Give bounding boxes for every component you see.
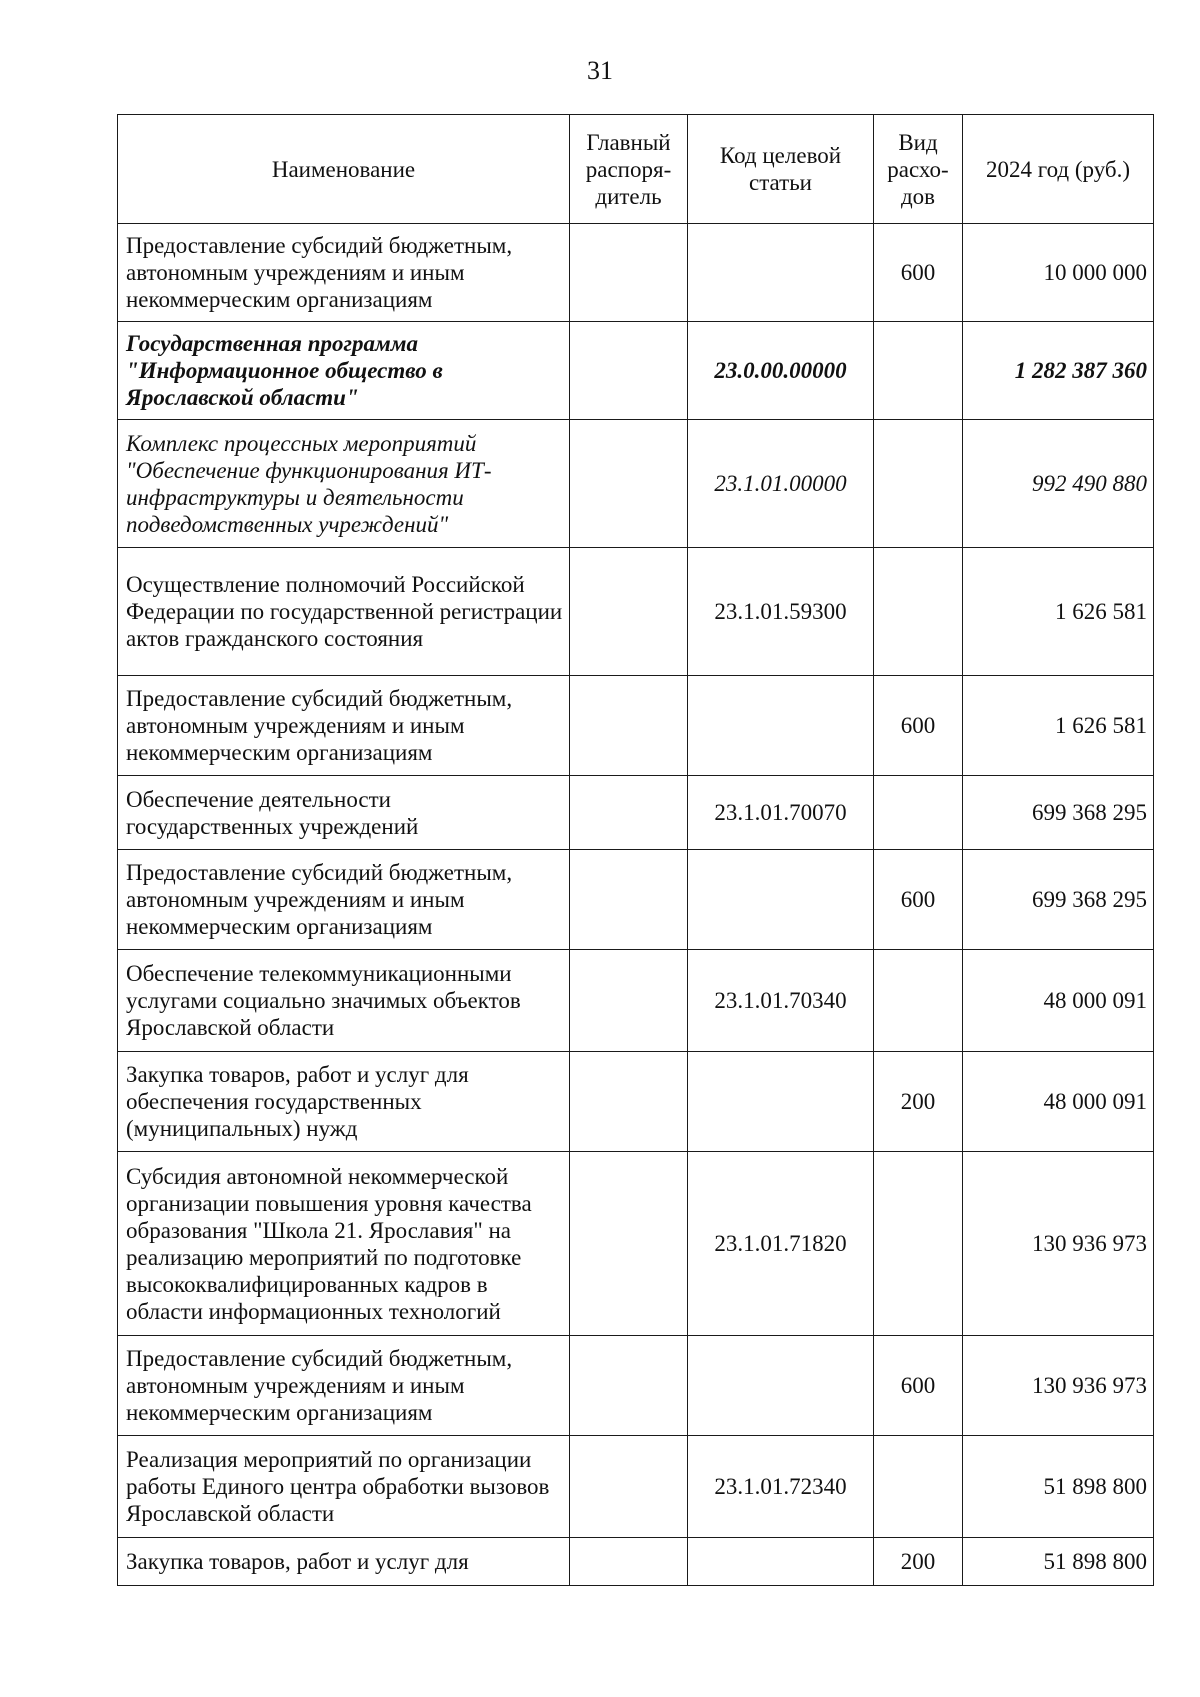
cell-expense-type (874, 950, 963, 1052)
cell-target-code: 23.1.01.70340 (688, 950, 874, 1052)
header-expense-type: Вид расхо-дов (874, 115, 963, 224)
table-row (118, 950, 1154, 1052)
cell-amount: 130 936 973 (963, 1336, 1154, 1436)
cell-amount: 48 000 091 (963, 1052, 1154, 1152)
cell-main-manager (570, 224, 688, 322)
table-row (118, 548, 1154, 676)
header-target-code: Код целевой статьи (688, 115, 874, 224)
table-row (118, 776, 1154, 850)
cell-name: Осуществление полномочий Российской Федерации по государственной регистрации актов гражданского состояния (118, 548, 570, 676)
table-row (118, 1436, 1154, 1538)
cell-expense-type (874, 1436, 963, 1538)
cell-main-manager (570, 1436, 688, 1538)
cell-amount: 51 898 800 (963, 1538, 1154, 1586)
cell-amount: 699 368 295 (963, 776, 1154, 850)
header-name: Наименование (118, 115, 570, 224)
cell-name: Предоставление субсидий бюджетным, автономным учреждениям и иным некоммерческим организациям (118, 676, 570, 776)
cell-amount: 48 000 091 (963, 950, 1154, 1052)
cell-expense-type: 600 (874, 224, 963, 322)
table-row (118, 676, 1154, 776)
cell-expense-type (874, 548, 963, 676)
cell-expense-type (874, 322, 963, 420)
cell-target-code (688, 850, 874, 950)
cell-target-code: 23.1.01.71820 (688, 1152, 874, 1336)
table-body (118, 224, 1154, 1586)
cell-target-code: 23.1.01.70070 (688, 776, 874, 850)
cell-expense-type: 600 (874, 850, 963, 950)
cell-amount: 10 000 000 (963, 224, 1154, 322)
header-main-manager: Главный распоря-дитель (570, 115, 688, 224)
cell-name: Комплекс процессных мероприятий "Обеспечение функционирования ИТ-инфраструктуры и деятельности подведомственных учреждений" (118, 420, 570, 548)
cell-target-code (688, 676, 874, 776)
table-header-row (118, 115, 1154, 224)
cell-expense-type: 200 (874, 1538, 963, 1586)
cell-name: Закупка товаров, работ и услуг для (118, 1538, 570, 1586)
cell-main-manager (570, 776, 688, 850)
budget-table (117, 114, 1154, 1586)
cell-main-manager (570, 420, 688, 548)
cell-name: Предоставление субсидий бюджетным, автономным учреждениям и иным некоммерческим организациям (118, 224, 570, 322)
cell-target-code: 23.1.01.72340 (688, 1436, 874, 1538)
cell-amount: 130 936 973 (963, 1152, 1154, 1336)
cell-main-manager (570, 676, 688, 776)
cell-name: Государственная программа "Информационное общество в Ярославской области" (118, 322, 570, 420)
cell-expense-type (874, 776, 963, 850)
cell-target-code: 23.0.00.00000 (688, 322, 874, 420)
table-row (118, 322, 1154, 420)
cell-amount: 992 490 880 (963, 420, 1154, 548)
cell-amount: 1 626 581 (963, 676, 1154, 776)
cell-name: Предоставление субсидий бюджетным, автономным учреждениям и иным некоммерческим организациям (118, 1336, 570, 1436)
cell-main-manager (570, 1336, 688, 1436)
cell-target-code (688, 1336, 874, 1436)
table-row (118, 1152, 1154, 1336)
cell-target-code (688, 224, 874, 322)
header-amount-2024: 2024 год (руб.) (963, 115, 1154, 224)
cell-amount: 1 626 581 (963, 548, 1154, 676)
cell-amount: 51 898 800 (963, 1436, 1154, 1538)
table-row (118, 1052, 1154, 1152)
page-number: 31 (587, 56, 613, 85)
cell-expense-type (874, 420, 963, 548)
cell-main-manager (570, 1152, 688, 1336)
table-row (118, 224, 1154, 322)
cell-expense-type: 600 (874, 676, 963, 776)
cell-target-code (688, 1538, 874, 1586)
table-row (118, 420, 1154, 548)
cell-main-manager (570, 950, 688, 1052)
cell-main-manager (570, 322, 688, 420)
cell-main-manager (570, 1052, 688, 1152)
cell-expense-type: 200 (874, 1052, 963, 1152)
table-row (118, 1538, 1154, 1586)
cell-expense-type (874, 1152, 963, 1336)
cell-target-code: 23.1.01.59300 (688, 548, 874, 676)
cell-name: Предоставление субсидий бюджетным, автономным учреждениям и иным некоммерческим организациям (118, 850, 570, 950)
cell-amount: 1 282 387 360 (963, 322, 1154, 420)
cell-name: Закупка товаров, работ и услуг для обеспечения государственных (муниципальных) нужд (118, 1052, 570, 1152)
table-row (118, 1336, 1154, 1436)
cell-main-manager (570, 548, 688, 676)
cell-name: Реализация мероприятий по организации работы Единого центра обработки вызовов Ярославской области (118, 1436, 570, 1538)
cell-name: Обеспечение деятельности государственных учреждений (118, 776, 570, 850)
cell-name: Обеспечение телекоммуникационными услугами социально значимых объектов Ярославской области (118, 950, 570, 1052)
cell-target-code (688, 1052, 874, 1152)
cell-main-manager (570, 1538, 688, 1586)
cell-target-code: 23.1.01.00000 (688, 420, 874, 548)
cell-expense-type: 600 (874, 1336, 963, 1436)
cell-amount: 699 368 295 (963, 850, 1154, 950)
table-row (118, 850, 1154, 950)
cell-main-manager (570, 850, 688, 950)
cell-name: Субсидия автономной некоммерческой организации повышения уровня качества образования "Школа 21. Ярославия" на реализацию мероприятий по подготовке высококвалифицированных кадров в области информационных технологий (118, 1152, 570, 1336)
